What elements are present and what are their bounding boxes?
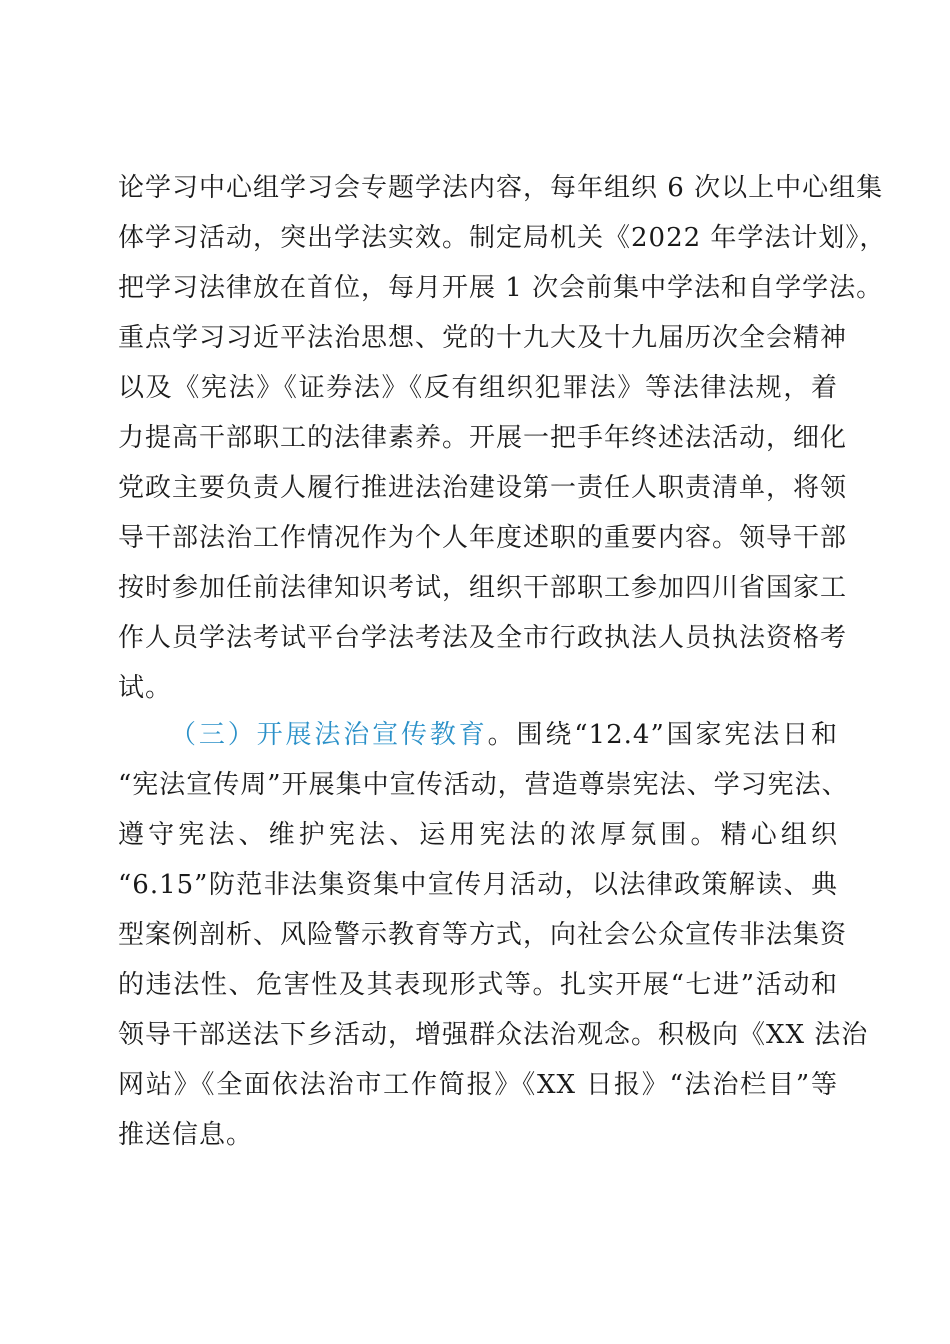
paragraph-line: 按时参加任前法律知识考试，组织干部职工参加四川省国家工 <box>118 573 848 603</box>
paragraph-line: 作人员学法考试平台学法考法及全市行政执法人员执法资格考 <box>118 623 848 653</box>
paragraph-line: 论学习中心组学习会专题学法内容，每年组织 6 次以上中心组集 <box>118 173 884 203</box>
paragraph-line-rest: 。围绕“12.4”国家宪法日和 <box>487 720 838 750</box>
paragraph-line: 力提高干部职工的法律素养。开展一把手年终述法活动，细化 <box>118 423 848 453</box>
paragraph-line: “6.15”防范非法集资集中宣传月活动，以法律政策解读、典 <box>118 870 838 900</box>
paragraph-line: 网站》《全面依法治市工作简报》《XX 日报》“法治栏目”等 <box>118 1070 838 1100</box>
paragraph-line: 试。 <box>118 673 173 703</box>
paragraph-line: 遵守宪法、维护宪法、运用宪法的浓厚氛围。精心组织 <box>118 820 838 850</box>
paragraph-line: 推送信息。 <box>118 1120 254 1150</box>
paragraph-line: 党政主要负责人履行推进法治建设第一责任人职责清单，将领 <box>118 473 848 503</box>
paragraph-first-line <box>170 718 838 752</box>
paragraph-line: “宪法宣传周”开展集中宣传活动，营造尊崇宪法、学习宪法、 <box>118 770 849 800</box>
paragraph-line: 体学习活动，突出学法实效。制定局机关《2022 年学法计划》， <box>118 223 887 253</box>
section-heading: （三）开展法治宣传教育 <box>170 720 488 750</box>
paragraph-line: 以及《宪法》《证券法》《反有组织犯罪法》等法律法规，着 <box>118 373 838 403</box>
paragraph-line: 领导干部送法下乡活动，增强群众法治观念。积极向《XX 法治 <box>118 1020 869 1050</box>
paragraph-line: 重点学习习近平法治思想、党的十九大及十九届历次全会精神 <box>118 323 848 353</box>
paragraph-line: 导干部法治工作情况作为个人年度述职的重要内容。领导干部 <box>118 523 848 553</box>
paragraph-line: 型案例剖析、风险警示教育等方式，向社会公众宣传非法集资 <box>118 920 848 950</box>
paragraph-line: 的违法性、危害性及其表现形式等。扎实开展“七进”活动和 <box>118 970 838 1000</box>
paragraph-line: 把学习法律放在首位，每月开展 1 次会前集中学法和自学学法。 <box>118 273 884 303</box>
